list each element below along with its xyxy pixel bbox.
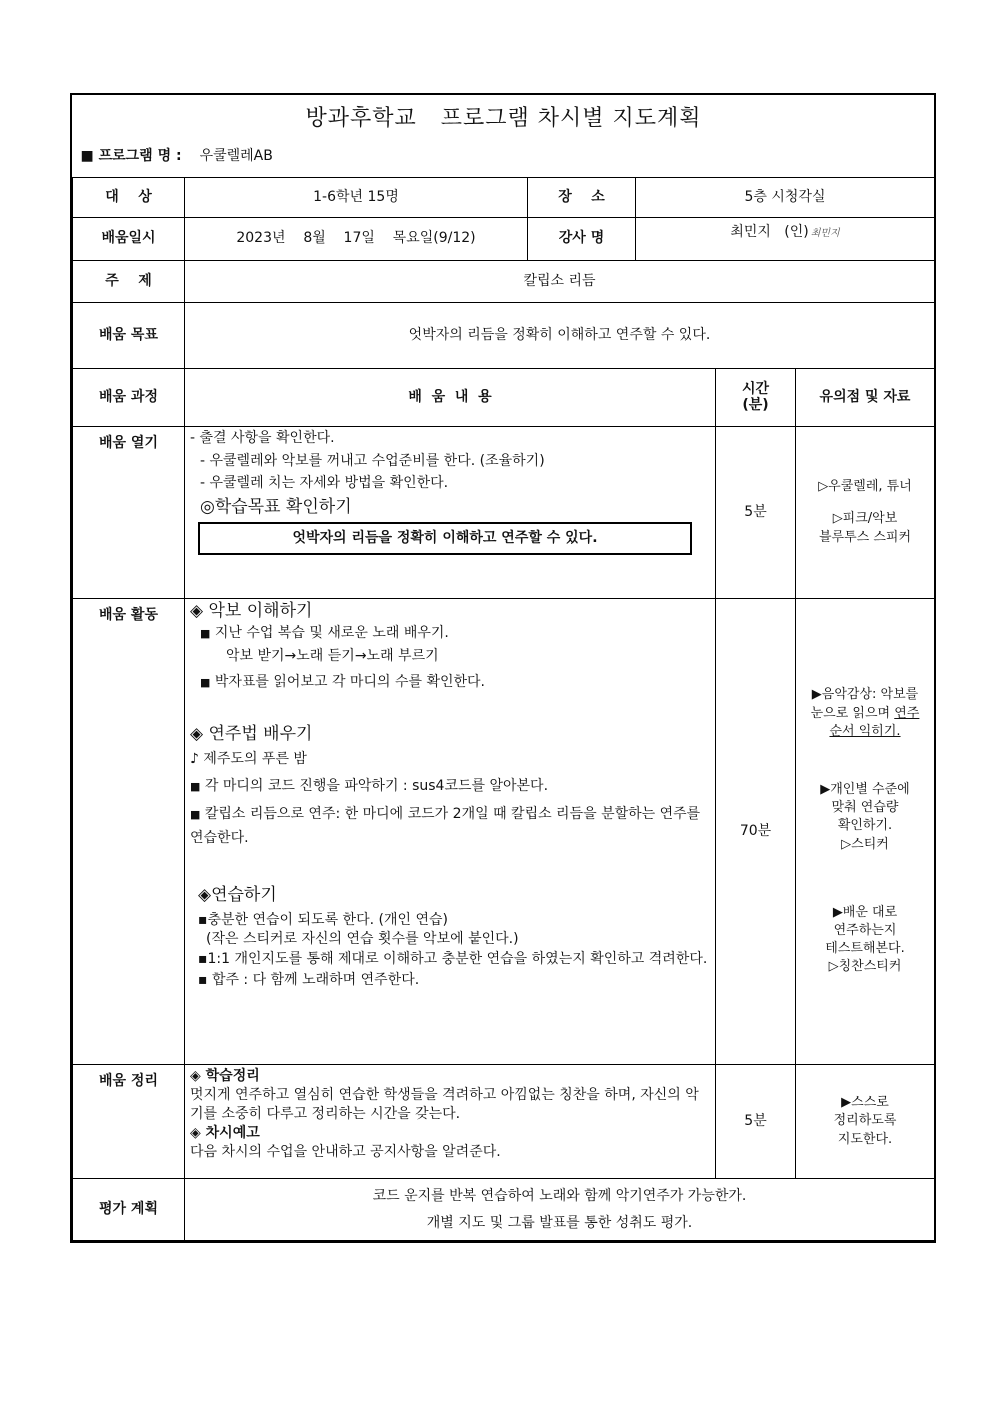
sec1-line: 악보 받기→노래 듣기→노래 부르기 xyxy=(226,647,439,664)
open-notes xyxy=(796,427,935,599)
activity-notes xyxy=(796,599,935,1065)
sec1-line xyxy=(190,625,710,643)
eval-content xyxy=(185,1179,935,1241)
target-value: 1-6학년 15명 xyxy=(185,178,528,218)
wrap-label: 배움 정리 xyxy=(73,1065,185,1179)
wrap-h1: ◈ 학습정리 xyxy=(190,1068,260,1084)
sec3-line: ▪1:1 개인지도를 통해 제대로 이해하고 충분한 연습을 하였는지 확인하고 격려한다. xyxy=(198,950,708,967)
note-b-line: 맞춰 연습량 xyxy=(831,800,899,816)
sec2-song: ♪ 제주도의 푸른 밤 xyxy=(190,751,307,767)
content-header: 배 움 내 용 xyxy=(185,369,716,427)
wrap-notes xyxy=(796,1065,935,1179)
place-value: 5층 시청각실 xyxy=(636,178,935,218)
program-line xyxy=(81,148,273,166)
process-header: 배움 과정 xyxy=(73,369,185,427)
place-label: 장 소 xyxy=(528,178,636,218)
square-bullet-icon: ■ xyxy=(190,808,201,821)
notes-header: 유의점 및 자료 xyxy=(796,369,935,427)
document-title: 방과후학교 프로그램 차시별 지도계획 xyxy=(305,106,702,131)
open-note: ▷우쿨렐레, 튜너 xyxy=(818,479,912,495)
open-line: - 우쿨렐레 치는 자세와 방법을 확인한다. xyxy=(200,475,449,491)
square-bullet-icon: ■ xyxy=(200,676,211,690)
open-content xyxy=(185,427,716,599)
wrap-t1: 멋지게 연주하고 열심히 연습한 학생들을 격려하고 아낌없는 칭찬을 하며, 자신의 악기를 소중히 다루고 정리하는 시간을 갖는다. xyxy=(190,1086,699,1122)
sec1-line xyxy=(190,674,710,692)
date-value: 2023년 8월 17일 목요일(9/12) xyxy=(185,218,528,261)
title-cell xyxy=(73,95,935,178)
activity-label: 배움 활동 xyxy=(73,599,185,1065)
sec2-text: 칼립소 리듬으로 연주: 한 마디에 코드가 2개일 때 칼립소 리듬을 분할하는 연주를 연습한다. xyxy=(190,806,701,846)
eval-line: 개별 지도 및 그룹 발표를 통한 성취도 평가. xyxy=(426,1214,693,1231)
sec3-heading: ◈연습하기 xyxy=(198,884,277,905)
note-b-line: 확인하기. xyxy=(837,818,893,834)
program-label: ■ 프로그램 명 : xyxy=(80,148,182,164)
eval-line: 코드 운지를 반복 연습하여 노래와 함께 악기연주가 가능한가. xyxy=(372,1187,747,1204)
note-c-line: ▷칭찬스티커 xyxy=(828,959,902,975)
topic-value: 칼립소 리듬 xyxy=(185,261,935,303)
wrap-content xyxy=(185,1065,716,1179)
goal-value: 엇박자의 리듬을 정확히 이해하고 연주할 수 있다. xyxy=(185,303,935,369)
sec2-text: 각 마디의 코드 진행을 파악하기 : sus4코드를 알아본다. xyxy=(204,777,549,794)
sec1-heading: ◈ 악보 이해하기 xyxy=(190,601,313,621)
sec3-line: ▪충분한 연습이 되도록 한다. (개인 연습) xyxy=(198,911,448,928)
open-note: 블루투스 스피커 xyxy=(818,529,912,545)
open-goal-heading: ◎학습목표 확인하기 xyxy=(200,496,352,517)
goal-label: 배움 목표 xyxy=(73,303,185,369)
open-line: - 우쿨렐레와 악보를 꺼내고 수업준비를 한다. (조율하기) xyxy=(200,452,545,469)
wrap-note: 지도한다. xyxy=(837,1131,893,1147)
sec3-line: ▪ 합주 : 다 함께 노래하며 연주한다. xyxy=(198,972,420,989)
open-line: - 출결 사항을 확인한다. xyxy=(190,430,335,446)
sec3-line: (작은 스티커로 자신의 연습 횟수를 악보에 붙인다.) xyxy=(206,931,519,948)
date-label: 배움일시 xyxy=(73,218,185,261)
eval-label: 평가 계획 xyxy=(73,1179,185,1241)
time-header: 시간 (분) xyxy=(716,369,796,427)
note-c-line: 테스트해본다. xyxy=(825,941,905,957)
activity-note-b xyxy=(796,781,934,854)
wrap-note: ▶스스로 xyxy=(841,1095,889,1111)
sec2-line xyxy=(190,778,710,796)
sec2-heading: ◈ 연주법 배우기 xyxy=(190,723,313,744)
lesson-plan-table xyxy=(72,95,935,1241)
open-note: ▷피크/악보 xyxy=(832,511,898,527)
open-goal-box: 엇박자의 리듬을 정확히 이해하고 연주할 수 있다. xyxy=(198,522,692,556)
square-bullet-icon: ■ xyxy=(200,627,211,641)
sec2-line xyxy=(190,803,710,851)
teacher-value: 최민지 (인) xyxy=(730,224,809,240)
activity-note-a xyxy=(796,686,934,741)
activity-content xyxy=(185,599,716,1065)
topic-label: 주 제 xyxy=(73,261,185,303)
square-bullet-icon: ■ xyxy=(190,779,201,793)
wrap-time: 5분 xyxy=(716,1065,796,1179)
program-name: 우쿨렐레AB xyxy=(199,148,273,164)
note-a-line1: ▶음악감상: 악보를 xyxy=(811,687,919,703)
teacher-cell xyxy=(636,218,935,261)
open-label: 배움 열기 xyxy=(73,427,185,599)
activity-time: 70분 xyxy=(716,599,796,1065)
wrap-t2: 다음 차시의 수업을 안내하고 공지사항을 알려준다. xyxy=(190,1143,501,1160)
wrap-note: 정리하도록 xyxy=(833,1113,897,1129)
open-time: 5분 xyxy=(716,427,796,599)
note-b-line: ▷스티커 xyxy=(841,836,889,852)
note-b-line: ▶개인별 수준에 xyxy=(820,782,910,798)
note-c-line: ▶배운 대로 xyxy=(832,904,898,920)
teacher-label: 강사 명 xyxy=(528,218,636,261)
activity-note-c xyxy=(796,904,934,977)
note-c-line: 연주하는지 xyxy=(833,922,897,938)
note-a-line2: 눈으로 읽으며 xyxy=(810,705,895,721)
lesson-plan-sheet xyxy=(70,93,936,1243)
note-a-underlined: 연주 xyxy=(894,705,920,721)
teacher-signature: 최민지 xyxy=(810,228,840,239)
note-a-line3: 순서 익히기. xyxy=(829,723,901,739)
sec1-text: 박자표를 읽어보고 각 마디의 수를 확인한다. xyxy=(214,674,485,691)
target-label: 대 상 xyxy=(73,178,185,218)
wrap-h2: ◈ 차시예고 xyxy=(190,1124,260,1141)
sec1-text: 지난 수업 복습 및 새로운 노래 배우기. xyxy=(214,625,449,642)
